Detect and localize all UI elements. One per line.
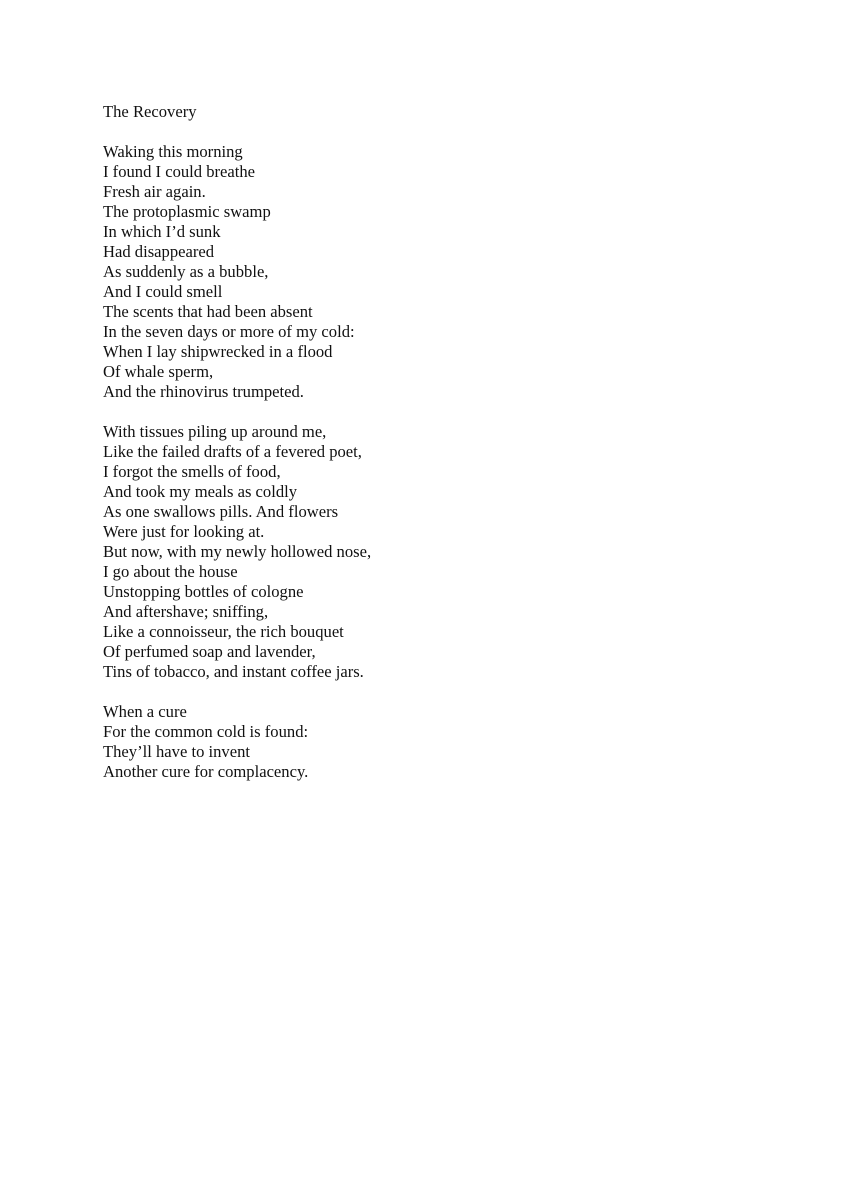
stanza-2	[103, 422, 803, 682]
poem-line: Tins of tobacco, and instant coffee jars.	[103, 662, 364, 681]
poem-line: Unstopping bottles of cologne	[103, 582, 304, 601]
poem-line: But now, with my newly hollowed nose,	[103, 542, 372, 561]
poem-line: I go about the house	[103, 562, 238, 581]
poem-line: Like a connoisseur, the rich bouquet	[103, 622, 344, 641]
poem-line: As one swallows pills. And flowers	[103, 502, 339, 521]
poem-line: For the common cold is found:	[103, 722, 309, 741]
poem-line: And the rhinovirus trumpeted.	[103, 382, 304, 401]
poem-line: Had disappeared	[103, 242, 215, 261]
poem-line: Of perfumed soap and lavender,	[103, 642, 316, 661]
poem-line: They’ll have to invent	[103, 742, 250, 761]
poem-line: And aftershave; sniffing,	[103, 602, 269, 621]
poem-line: Waking this morning	[103, 142, 243, 161]
poem-line: Another cure for complacency.	[103, 762, 309, 781]
poem-line: I forgot the smells of food,	[103, 462, 281, 481]
poem-line: Of whale sperm,	[103, 362, 214, 381]
poem-line: The protoplasmic swamp	[103, 202, 271, 221]
poem-line: I found I could breathe	[103, 162, 256, 181]
poem-line: When a cure	[103, 702, 187, 721]
poem-line: Fresh air again.	[103, 182, 206, 201]
poem-line: Were just for looking at.	[103, 522, 265, 541]
stanza-3	[103, 702, 803, 782]
poem-line: In which I’d sunk	[103, 222, 221, 241]
poem	[103, 102, 803, 802]
poem-line: With tissues piling up around me,	[103, 422, 327, 441]
poem-line: And took my meals as coldly	[103, 482, 298, 501]
poem-line: In the seven days or more of my cold:	[103, 322, 355, 341]
poem-line: When I lay shipwrecked in a flood	[103, 342, 333, 361]
poem-line: As suddenly as a bubble,	[103, 262, 269, 281]
poem-line: Like the failed drafts of a fevered poet,	[103, 442, 362, 461]
poem-line: The scents that had been absent	[103, 302, 313, 321]
poem-title: The Recovery	[103, 102, 197, 121]
poem-line: And I could smell	[103, 282, 223, 301]
stanza-1	[103, 142, 803, 402]
